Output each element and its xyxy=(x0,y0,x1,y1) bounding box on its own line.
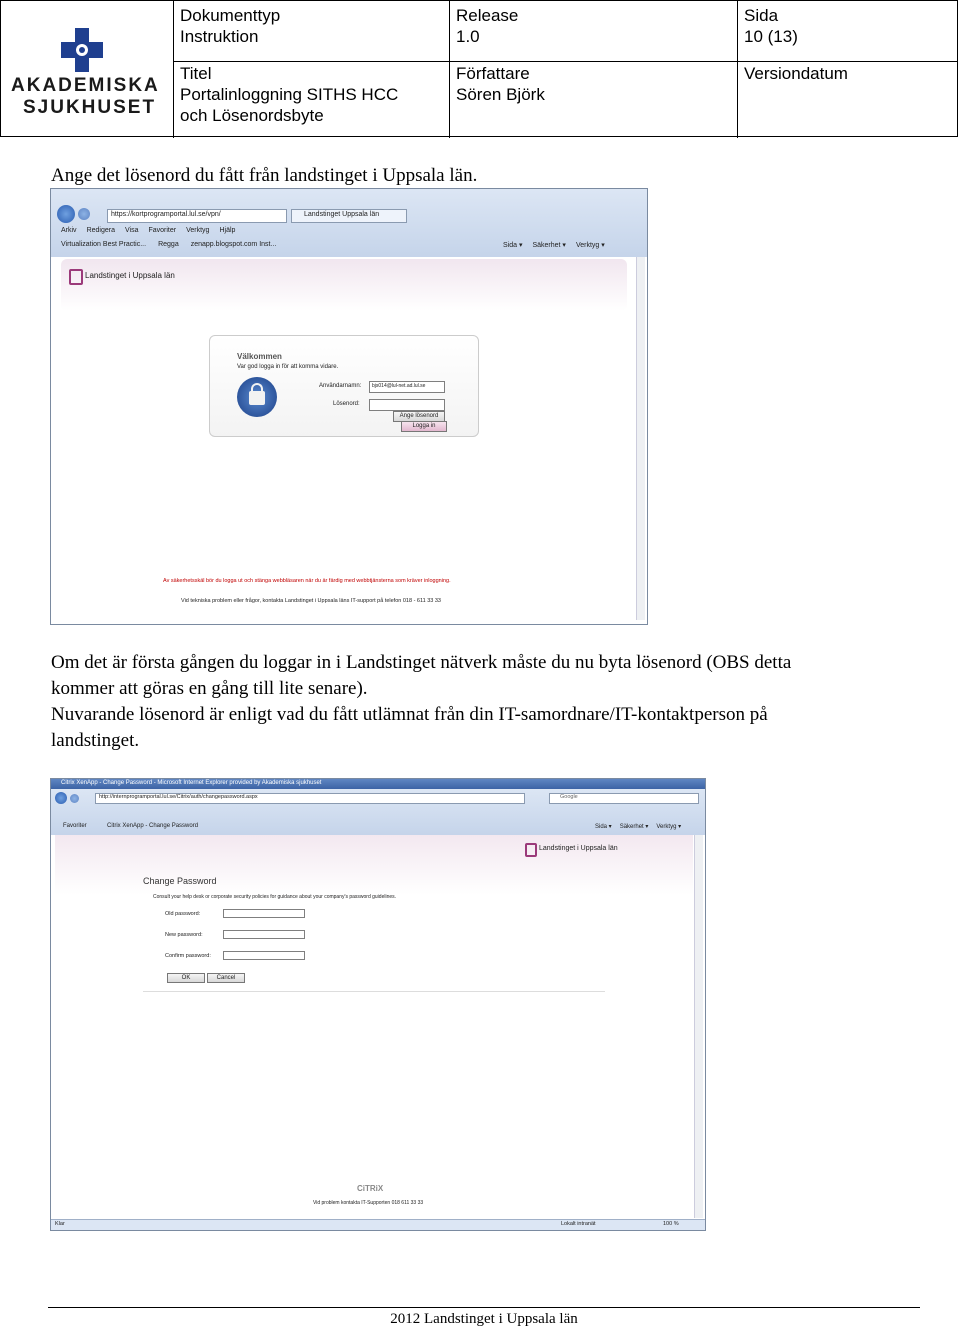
login-screenshot xyxy=(50,188,648,625)
author-cell xyxy=(450,59,737,109)
paragraph-2-line-2: kommer att göras en gång till lite senare). xyxy=(51,678,368,699)
footer-rule xyxy=(48,1307,920,1308)
change-password-screenshot xyxy=(50,778,706,1231)
cmd-sakerhet[interactable]: Säkerhet ▾ xyxy=(619,824,649,830)
fav-link[interactable]: zenapp.blogspot.com Inst... xyxy=(190,241,277,248)
lock-icon xyxy=(237,377,277,417)
page-banner xyxy=(61,259,627,311)
new-password-label: New password: xyxy=(165,932,203,938)
scrollbar[interactable] xyxy=(694,835,703,1218)
paragraph-3-line-1: Nuvarande lösenord är enligt vad du fått utlämnat från din IT-samordnare/IT-kontaktperson på xyxy=(51,704,768,725)
status-text: Klar xyxy=(55,1221,65,1227)
version-date-label: Versiondatum xyxy=(744,64,848,83)
browser-tab[interactable]: Citrix XenApp - Change Password xyxy=(107,823,199,829)
menu-redigera[interactable]: Redigera xyxy=(86,227,115,234)
page-heading: Change Password xyxy=(143,876,217,886)
paragraph-3-line-2: landstinget. xyxy=(51,730,140,751)
document-header xyxy=(0,0,958,137)
cmd-verktyg[interactable]: Verktyg ▾ xyxy=(656,824,682,830)
release-label: Release xyxy=(456,6,519,25)
old-password-label: Old password: xyxy=(165,911,201,917)
cross-logo-icon xyxy=(61,28,103,72)
back-icon[interactable] xyxy=(55,792,67,804)
footer-text: 2012 Landstinget i Uppsala län xyxy=(390,1311,578,1327)
favorites-bar xyxy=(61,241,276,248)
tab-title: Landstinget Uppsala län xyxy=(304,211,380,218)
support-text: Vid tekniska problem eller frågor, kontakta Landstinget i Uppsala läns IT-support på telefon 018 - 611 33 33 xyxy=(181,598,441,604)
title-value-1: Portalinloggning SITHS HCC xyxy=(180,85,399,104)
url-text: http://internprogramportal.lul.se/Citrix/auth/changepassword.aspx xyxy=(99,794,258,800)
author-label: Författare xyxy=(456,64,530,83)
divider xyxy=(143,991,605,992)
old-password-input[interactable] xyxy=(223,909,305,918)
scrollbar[interactable] xyxy=(636,257,645,620)
brand-icon xyxy=(69,269,83,285)
logo-line-2: SJUKHUSET xyxy=(23,97,157,118)
menu-favoriter[interactable]: Favoriter xyxy=(148,227,177,234)
window-titlebar xyxy=(51,779,705,789)
new-password-input[interactable] xyxy=(223,930,305,939)
browser-tab[interactable] xyxy=(291,209,407,223)
brand-name: Landstinget i Uppsala län xyxy=(539,845,618,852)
address-bar[interactable] xyxy=(95,793,525,804)
cmd-verktyg[interactable]: Verktyg ▾ xyxy=(575,242,605,249)
page-label: Sida xyxy=(744,6,779,25)
confirm-password-label: Confirm password: xyxy=(165,953,211,959)
paragraph-2-line-1: Om det är första gången du loggar in i Landstinget nätverk måste du nu byta lösenord (OBS detta xyxy=(51,652,792,673)
welcome-heading: Välkommen xyxy=(237,352,282,361)
menu-verktyg[interactable]: Verktyg xyxy=(186,227,210,234)
fav-link[interactable]: Regga xyxy=(158,241,179,248)
page-cell xyxy=(738,1,958,51)
ok-button[interactable]: OK xyxy=(167,973,205,983)
menu-arkiv[interactable]: Arkiv xyxy=(61,227,77,234)
title-value-2: och Lösenordsbyte xyxy=(180,106,324,125)
fav-link[interactable]: Virtualization Best Practic... xyxy=(61,241,147,248)
menu-hjalp[interactable]: Hjälp xyxy=(219,227,236,234)
confirm-password-input[interactable] xyxy=(223,951,305,960)
command-bar xyxy=(503,241,605,249)
author-value: Sören Björk xyxy=(456,85,545,104)
hospital-logo xyxy=(7,23,167,123)
command-bar xyxy=(595,823,681,830)
forward-icon[interactable] xyxy=(78,208,90,220)
login-button[interactable]: Logga in xyxy=(401,421,447,432)
title-cell xyxy=(174,59,449,130)
brand-icon xyxy=(525,843,537,857)
cmd-sida[interactable]: Sida ▾ xyxy=(595,824,612,830)
logo-line-1: AKADEMISKA xyxy=(11,75,160,96)
zone-text: Lokalt intranät xyxy=(561,1221,596,1227)
username-label: Användarnamn: xyxy=(319,383,362,389)
cmd-sakerhet[interactable]: Säkerhet ▾ xyxy=(532,242,566,249)
support-text: Vid problem kontakta IT-Supporten 018 611 33 33 xyxy=(313,1200,424,1206)
title-label: Titel xyxy=(180,64,212,83)
brand-name: Landstinget i Uppsala län xyxy=(85,271,175,280)
menu-visa[interactable]: Visa xyxy=(124,227,139,234)
favorites-button[interactable]: Favoriter xyxy=(63,823,87,829)
login-subtitle: Var god logga in för att komma vidare. xyxy=(237,364,339,370)
doc-type-cell xyxy=(174,1,449,51)
zoom-level[interactable]: 100 % xyxy=(663,1221,679,1227)
password-input[interactable] xyxy=(369,399,445,411)
paragraph-1: Ange det lösenord du fått från landstinget i Uppsala län. xyxy=(51,165,478,186)
release-value: 1.0 xyxy=(456,27,480,46)
window-title: Citrix XenApp - Change Password - Microsoft Internet Explorer provided by Akademiska sjukhuset xyxy=(61,780,322,786)
search-box[interactable] xyxy=(549,793,699,804)
doc-type-label: Dokumenttyp xyxy=(180,6,281,25)
doc-type-value: Instruktion xyxy=(180,27,259,46)
release-cell xyxy=(450,1,737,51)
back-icon[interactable] xyxy=(57,205,75,223)
address-bar[interactable] xyxy=(107,209,287,223)
username-input[interactable] xyxy=(369,381,445,393)
search-provider: Google xyxy=(560,794,578,800)
page-value: 10 (13) xyxy=(744,27,798,46)
version-date-cell xyxy=(738,59,958,88)
change-password-button[interactable]: Ange lösenord xyxy=(393,411,445,422)
password-guidelines: Consult your help desk or corporate security policies for guidance about your company's password guidelines. xyxy=(153,894,397,900)
url-text: https://kortprogramportal.lul.se/vpn/ xyxy=(111,211,221,218)
status-bar xyxy=(51,1219,705,1230)
cmd-sida[interactable]: Sida ▾ xyxy=(503,242,523,249)
cancel-button[interactable]: Cancel xyxy=(207,973,245,983)
password-label: Lösenord: xyxy=(333,401,360,407)
security-warning: Av säkerhetsskäl bör du logga ut och stänga webbläsaren när du är färdig med webbtjänsterna som kräver inloggning. xyxy=(163,578,451,584)
page-banner xyxy=(55,835,693,895)
citrix-logo: CiTRiX xyxy=(357,1184,384,1193)
menu-bar xyxy=(61,227,235,234)
forward-icon[interactable] xyxy=(70,794,79,803)
username-value: bjs014@lul-net.ad.lul.se xyxy=(372,383,426,389)
